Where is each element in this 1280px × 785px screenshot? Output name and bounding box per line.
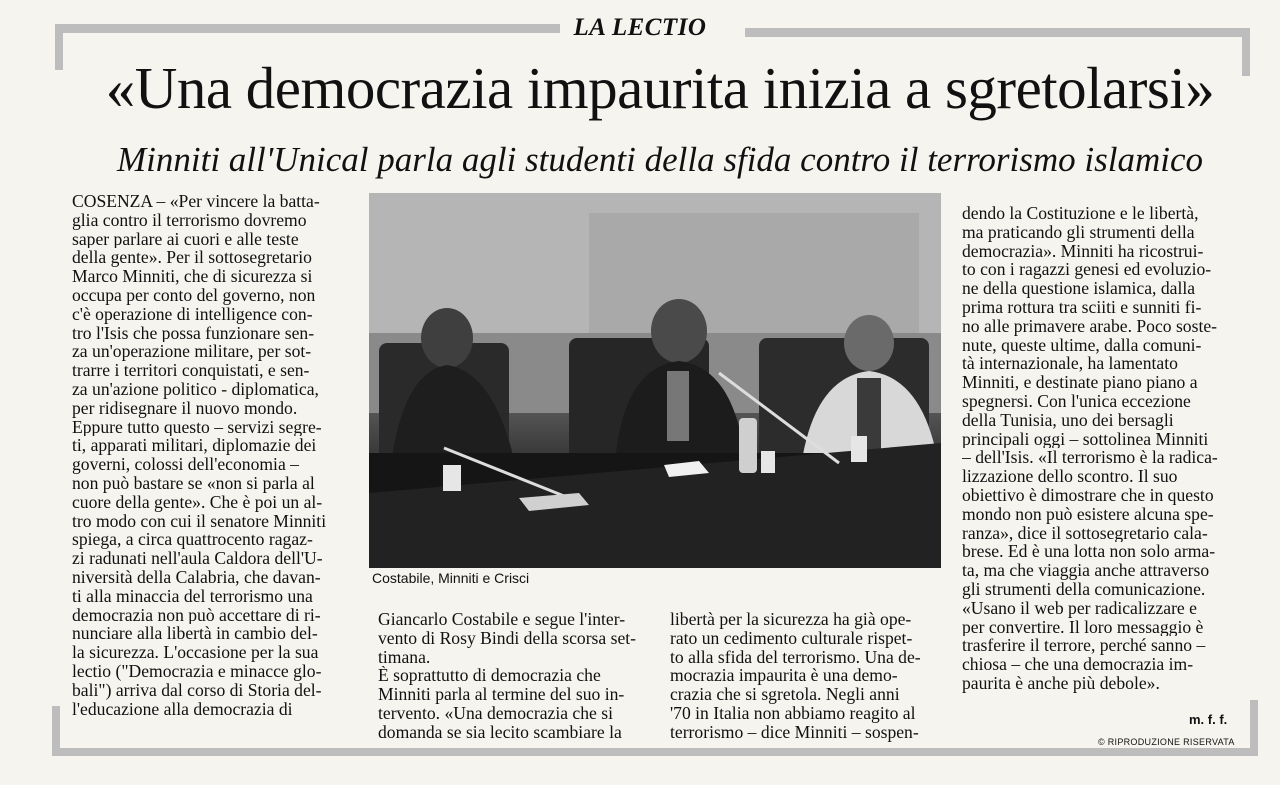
article-text-line: lectio ("Democrazia e minacce glo- [72, 661, 322, 681]
article-text-line: nute, queste ultime, dalla comuni- [962, 335, 1202, 355]
article-text-line: spegnersi. Con l'unica eccezione [962, 391, 1191, 411]
article-text-line: gli strumenti della comunicazione. [962, 579, 1206, 599]
article-text-line: crazia che si sgretola. Negli anni [670, 685, 900, 704]
article-text-line: '70 in Italia non abbiamo reagito al [670, 703, 916, 723]
article-text-line: Eppure tutto questo – servizi segre- [72, 417, 322, 437]
article-text-line: paurita è anche più debole». [962, 673, 1160, 693]
article-text-line: tro l'Isis che possa funzionare sen- [72, 323, 315, 343]
article-text-line: l'educazione alla democrazia di [72, 699, 293, 719]
article-text-line: obiettivo è dimostrare che in questo [962, 485, 1214, 505]
article-text-line: tro modo con cui il senatore Minniti [72, 511, 327, 531]
article-text-line: domanda se sia lecito scambiare la [378, 722, 622, 742]
article-text-line: to alla sfida del terrorismo. Una de- [670, 647, 921, 667]
article-text-line: Giancarlo Costabile e segue l'inter- [378, 610, 626, 629]
article-text-line: della gente». Per il sottosegretario [72, 248, 312, 268]
article-text-line: COSENZA – «Per vincere la batta- [72, 192, 320, 211]
article-column-4 [962, 204, 1238, 693]
article-text-line: za un'operazione militare, per sot- [72, 342, 312, 362]
article-text-line: lizzazione dello scontro. Il suo [962, 467, 1178, 486]
frame-bottom-rule [52, 748, 1258, 756]
article-text-line: bali") arriva dal corso di Storia del- [72, 680, 322, 700]
article-column-2 [378, 610, 646, 742]
article-text-line: trasferire il terrore, perché sanno – [962, 636, 1206, 656]
article-text-line: Minniti parla al termine del suo in- [378, 685, 625, 704]
article-text-line: mocrazia impaurita è una demo- [670, 666, 898, 686]
article-text-line: per ridisegnare il nuovo mondo. [72, 398, 298, 418]
article-text-line: niversità della Calabria, che davan- [72, 567, 321, 587]
article-text-line: non può bastare se «non si parla al [72, 473, 315, 493]
article-text-line: to con i ragazzi genesi ed evoluzio- [962, 260, 1212, 280]
frame-bottom-left-rule [52, 706, 60, 754]
article-text-line: vento di Rosy Bindi della scorsa set- [378, 628, 637, 648]
article-photo [369, 193, 941, 568]
article-text-line: ti alla minaccia del terrorismo una [72, 586, 313, 606]
conference-photo-illustration [369, 193, 941, 568]
article-text-line: democrazia non può accettare di ri- [72, 605, 321, 625]
article-text-line: no alle primavere arabe. Poco soste- [962, 316, 1218, 336]
article-text-line: saper parlare ai cuori e alle teste [72, 229, 299, 249]
article-text-line: spiega, a circa quattrocento ragaz- [72, 530, 313, 550]
photo-caption: Costabile, Minniti e Crisci [372, 570, 530, 586]
article-text-line: cuore della gente». Che è poi un al- [72, 492, 323, 512]
article-text-line: chiosa – che una democrazia im- [962, 655, 1194, 674]
article-text-line: «Usano il web per radicalizzare e [962, 598, 1197, 618]
article-text-line: È soprattutto di democrazia che [378, 666, 601, 686]
article-text-line: glia contro il terrorismo dovremo [72, 210, 307, 230]
article-text-line: zi radunati nell'aula Caldora dell'U- [72, 549, 323, 568]
article-text-line: rato un cedimento culturale rispet- [670, 628, 913, 648]
article-text-line: terrorismo – dice Minniti – sospen- [670, 722, 919, 742]
subheadline: Minniti all'Unical parla agli studenti della sfida contro il terrorismo islamico [117, 140, 1203, 179]
article-text-line: ti, apparati militari, diplomazie dei [72, 436, 317, 456]
author-signature: m. f. f. [1189, 712, 1228, 727]
article-column-3 [670, 610, 940, 742]
article-text-line: ma praticando gli strumenti della [962, 222, 1195, 242]
article-column-1 [72, 192, 358, 718]
article-text-line: prima rottura tra sciiti e sunniti fi- [962, 297, 1202, 317]
article-text-line: dendo la Costituzione e le libertà, [962, 204, 1199, 223]
article-text-line: – dell'Isis. «Il terrorismo è la radica- [962, 448, 1218, 468]
article-text-line: occupa per conto del governo, non [72, 285, 316, 305]
article-text-line: ta, ma che viaggia anche attraverso [962, 561, 1210, 580]
article-text-line: mondo non può esistere alcuna spe- [962, 504, 1214, 524]
article-text-line: tà internazionale, ha lamentato [962, 354, 1178, 374]
article-text-line: Marco Minniti, che di sicurezza si [72, 267, 313, 286]
article-text-line: trarre i territori conquistati, e sen- [72, 361, 310, 380]
article-text-line: Minniti, e destinate piano piano a [962, 373, 1198, 392]
article-text-line: za un'azione politico - diplomatica, [72, 379, 319, 399]
article-text-line: la sicurezza. L'occasione per la sua [72, 643, 319, 662]
copyright-notice: © RIPRODUZIONE RISERVATA [1098, 737, 1235, 747]
article-text-line: della Tunisia, uno dei bersagli [962, 410, 1174, 430]
article-text-line: tervento. «Una democrazia che si [378, 703, 613, 723]
article-text-line: governi, colossi dell'economia – [72, 455, 299, 474]
article-text-line: democrazia». Minniti ha ricostrui- [962, 241, 1204, 261]
article-text-line: nunciare alla libertà in cambio del- [72, 624, 318, 644]
headline: «Una democrazia impaurita inizia a sgretolarsi» [105, 55, 1215, 121]
article-text-line: ne della questione islamica, dalla [962, 279, 1196, 298]
article-text-line: timana. [378, 647, 431, 667]
article-text-line: principali oggi – sottolinea Minniti [962, 429, 1209, 449]
frame-bottom-right-rule [1250, 700, 1258, 756]
section-kicker: LA LECTIO [0, 14, 1280, 42]
article-text-line: per convertire. Il loro messaggio è [962, 617, 1204, 637]
article-text-line: c'è operazione di intelligence con- [72, 304, 313, 324]
article-text-line: brese. Ed è una lotta non solo arma- [962, 542, 1216, 562]
article-text-line: libertà per la sicurezza ha già ope- [670, 610, 912, 629]
article-text-line: ranza», dice il sottosegretario cala- [962, 523, 1208, 543]
